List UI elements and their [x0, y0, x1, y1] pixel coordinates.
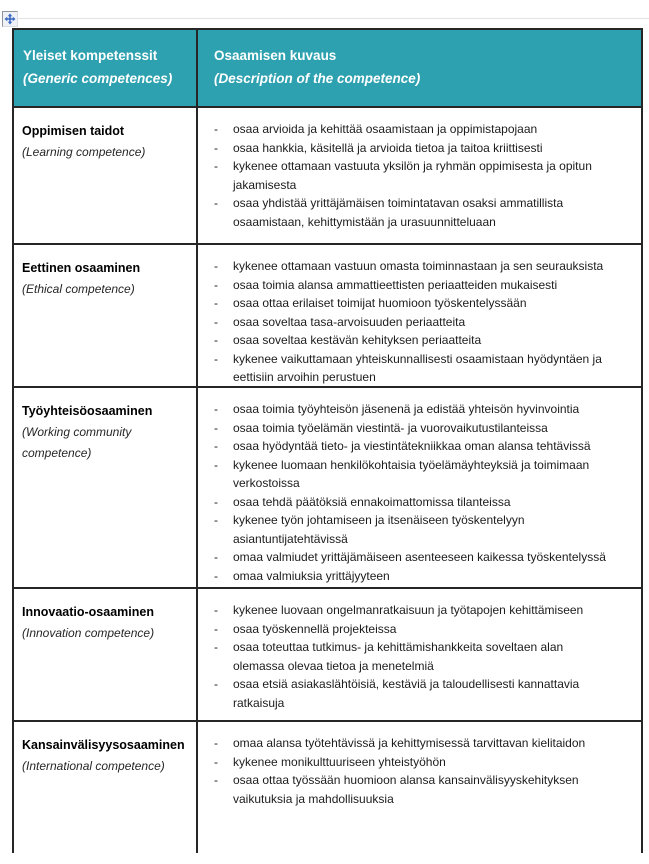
- header-cell-generic-competences: [14, 30, 198, 106]
- bullet-list: [214, 120, 611, 231]
- competence-description-cell: [198, 722, 641, 853]
- bullet-text: osaa toteuttaa tutkimus- ja kehittämishankkeita soveltaen alan olemassa olevaa tietoa ja menetelmiä: [233, 640, 564, 673]
- bullet-text: osaa hankkia, käsitellä ja arvioida tietoa ja taitoa kriittisesti: [233, 140, 543, 155]
- bullet-item: [214, 257, 611, 276]
- bullet-dash: -: [214, 513, 218, 527]
- header-col2-subtitle: (Description of the competence): [214, 71, 421, 86]
- bullet-dash: -: [214, 640, 218, 654]
- bullet-item: [214, 620, 611, 639]
- bullet-text: osaa hyödyntää tieto- ja viestintätekniikkaa oman alansa tehtävissä: [233, 439, 591, 453]
- bullet-item: [214, 771, 611, 808]
- competence-description-cell: [198, 245, 641, 386]
- competence-name-cell: [14, 388, 198, 587]
- header-col1-subtitle: (Generic competences): [23, 71, 173, 86]
- bullet-dash: -: [214, 351, 218, 366]
- table-row-oppimisen-taidot: [14, 108, 641, 245]
- bullet-text: osaa toimia alansa ammattieettisten periaatteiden mukaisesti: [233, 277, 558, 292]
- competence-subtitle: (Innovation competence): [22, 626, 155, 640]
- bullet-list: [214, 601, 611, 712]
- bullet-text: osaa arvioida ja kehittää osaamistaan ja oppimistapojaan: [233, 122, 538, 136]
- bullet-text: kykenee monikulttuuriseen yhteistyöhön: [233, 754, 446, 769]
- bullet-item: [214, 276, 611, 295]
- bullet-item: [214, 548, 611, 567]
- table-row-tyoyhteisoosaaminen: [14, 388, 641, 589]
- bullet-list: [214, 400, 611, 585]
- bullet-item: [214, 331, 611, 350]
- bullet-dash: -: [214, 333, 218, 347]
- bullet-text: osaa tehdä päätöksiä ennakoimattomissa tilanteissa: [233, 494, 511, 509]
- bullet-dash: -: [214, 773, 218, 787]
- competence-title: Innovaatio-osaaminen: [22, 605, 154, 619]
- competence-description-cell: [198, 388, 641, 587]
- bullet-item: [214, 120, 611, 139]
- bullet-item: [214, 350, 611, 387]
- bullet-item: [214, 734, 611, 753]
- bullet-item: [214, 157, 611, 194]
- bullet-dash: -: [214, 677, 218, 691]
- bullet-dash: -: [214, 277, 218, 292]
- bullet-dash: -: [214, 314, 218, 329]
- bullet-dash: -: [214, 420, 218, 435]
- bullet-item: [214, 456, 611, 493]
- bullet-item: [214, 139, 611, 158]
- bullet-text: osaa yhdistää yrittäjämäisen toimintatavan osaksi ammatillista osaamistaan, kehittymistään ja urasuunnitteluaan: [233, 196, 564, 229]
- bullet-dash: -: [214, 159, 218, 173]
- competence-name-cell: [14, 108, 198, 243]
- bullet-item: [214, 419, 611, 438]
- bullet-dash: -: [214, 550, 218, 564]
- bullet-dash: -: [214, 259, 218, 273]
- bullet-list: [214, 734, 611, 808]
- competence-name-cell: [14, 589, 198, 720]
- competence-subtitle: (International competence): [22, 759, 165, 773]
- bullet-text: osaa soveltaa kestävän kehityksen periaatteita: [233, 333, 482, 347]
- competence-title: Kansainvälisyysosaaminen: [22, 738, 185, 752]
- bullet-text: kykenee ottamaan vastuuta yksilön ja ryhmän oppimisesta ja opitun jakamisesta: [233, 159, 592, 192]
- bullet-text: osaa etsiä asiakaslähtöisiä, kestäviä ja taloudellisesti kannattavia ratkaisuja: [233, 677, 580, 710]
- competence-description-cell: [198, 589, 641, 720]
- bullet-item: [214, 294, 611, 313]
- bullet-dash: -: [214, 296, 218, 310]
- table-header-row: [14, 30, 641, 108]
- table-move-handle[interactable]: [2, 11, 18, 27]
- page-top-rule: [18, 18, 649, 19]
- bullet-item: [214, 753, 611, 772]
- table-row-kansainvalisyysosaaminen: [14, 722, 641, 853]
- bullet-item: [214, 511, 611, 548]
- bullet-text: kykenee työn johtamiseen ja itsenäiseen työskentelyyn asiantuntijatehtävissä: [233, 513, 525, 546]
- bullet-text: osaa soveltaa tasa-arvoisuuden periaatteita: [233, 314, 466, 329]
- bullet-dash: -: [214, 568, 218, 583]
- bullet-dash: -: [214, 122, 218, 136]
- bullet-dash: -: [214, 140, 218, 155]
- bullet-text: kykenee luomaan henkilökohtaisia työelämäyhteyksiä ja toimimaan verkostoissa: [233, 457, 590, 490]
- bullet-text: omaa valmiudet yrittäjämäiseen asenteeseen kaikessa työskentelyssä: [233, 550, 606, 564]
- competence-title: Työyhteisöosaaminen: [22, 404, 153, 418]
- bullet-text: osaa toimia työelämän viestintä- ja vuorovaikutustilanteissa: [233, 420, 548, 435]
- bullet-text: osaa toimia työyhteisön jäsenenä ja edistää yhteisön hyvinvointia: [233, 402, 580, 416]
- bullet-dash: -: [214, 621, 218, 636]
- competence-title: Eettinen osaaminen: [22, 261, 141, 275]
- bullet-dash: -: [214, 439, 218, 453]
- bullet-text: osaa ottaa erilaiset toimijat huomioon työskentelyssään: [233, 296, 527, 310]
- bullet-text: kykenee luovaan ongelmanratkaisuun ja työtapojen kehittämiseen: [233, 603, 584, 617]
- header-col2-title: Osaamisen kuvaus: [214, 48, 337, 63]
- bullet-text: omaa valmiuksia yrittäjyyteen: [233, 568, 390, 583]
- header-cell-description: [198, 30, 641, 106]
- bullet-item: [214, 313, 611, 332]
- bullet-item: [214, 400, 611, 419]
- bullet-dash: -: [214, 457, 218, 472]
- bullet-dash: -: [214, 603, 218, 617]
- header-col1-title: Yleiset kompetenssit: [23, 48, 158, 63]
- bullet-dash: -: [214, 494, 218, 509]
- bullet-item: [214, 194, 611, 231]
- bullet-text: kykenee vaikuttamaan yhteiskunnallisesti osaamistaan hyödyntäen ja eettisiin arvoihin perustuen: [233, 351, 602, 384]
- competence-name-cell: [14, 722, 198, 853]
- bullet-text: osaa ottaa työssään huomioon alansa kansainvälisyyskehityksen vaikutuksia ja mahdollisuuksia: [233, 773, 579, 806]
- bullet-list: [214, 257, 611, 387]
- bullet-text: osaa työskennellä projekteissa: [233, 621, 397, 636]
- competence-subtitle: (Learning competence): [22, 145, 146, 159]
- bullet-dash: -: [214, 402, 218, 416]
- competence-subtitle: (Ethical competence): [22, 282, 135, 296]
- competence-description-cell: [198, 108, 641, 243]
- bullet-text: omaa alansa työtehtävissä ja kehittymisessä tarvittavan kielitaidon: [233, 736, 586, 750]
- competences-table: [12, 28, 643, 853]
- table-row-innovaatio-osaaminen: [14, 589, 641, 722]
- bullet-dash: -: [214, 754, 218, 769]
- bullet-item: [214, 437, 611, 456]
- bullet-item: [214, 638, 611, 675]
- bullet-item: [214, 675, 611, 712]
- competence-title: Oppimisen taidot: [22, 124, 125, 138]
- bullet-item: [214, 493, 611, 512]
- bullet-dash: -: [214, 196, 218, 210]
- bullet-dash: -: [214, 736, 218, 750]
- move-arrows-icon: [4, 13, 16, 25]
- competence-subtitle: (Working community competence): [22, 425, 132, 460]
- table-row-eettinen-osaaminen: [14, 245, 641, 388]
- competence-name-cell: [14, 245, 198, 386]
- bullet-item: [214, 601, 611, 620]
- bullet-text: kykenee ottamaan vastuun omasta toiminnastaan ja sen seurauksista: [233, 259, 604, 273]
- bullet-item: [214, 567, 611, 586]
